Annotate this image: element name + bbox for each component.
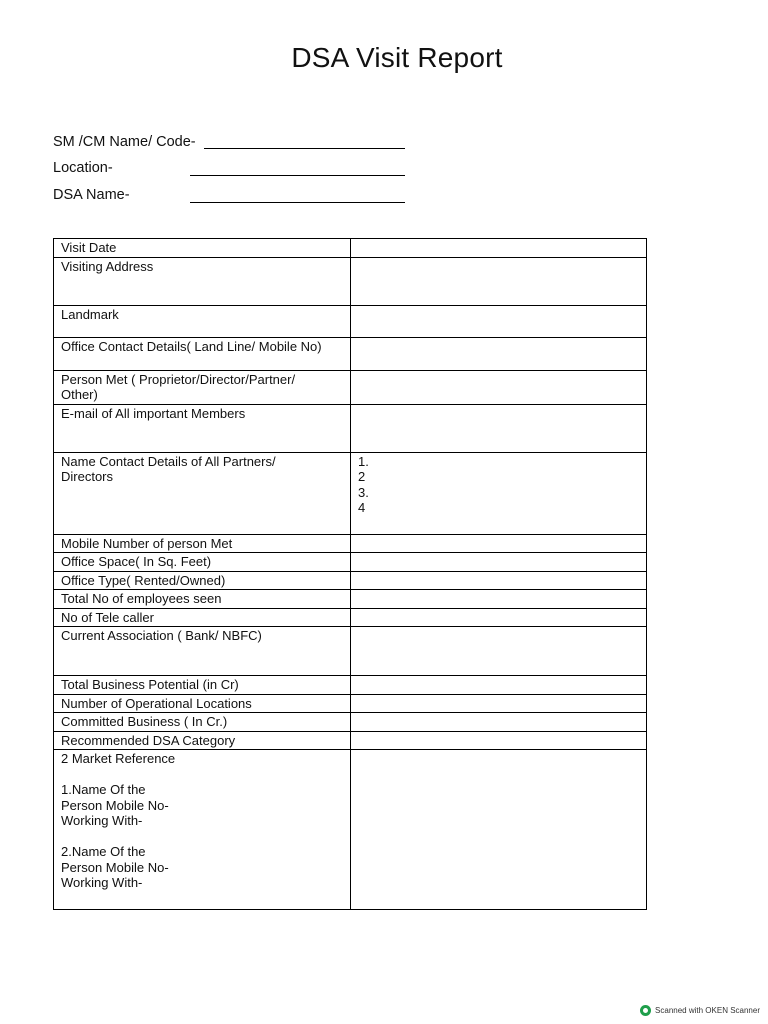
ref1-mobile: Person Mobile No- (61, 797, 169, 813)
dsa-category-label: Recommended DSA Category (54, 731, 351, 750)
table-row (54, 627, 647, 676)
total-employees-label: Total No of employees seen (54, 590, 351, 609)
dsa-name-label: DSA Name- (53, 187, 130, 203)
partners-value[interactable] (351, 452, 647, 534)
ref2-name: 2.Name Of the (61, 844, 146, 859)
location-label: Location- (53, 160, 113, 176)
scanner-logo-icon (640, 1005, 651, 1016)
tele-caller-label: No of Tele caller (54, 608, 351, 627)
table-row (54, 750, 647, 910)
landmark-value[interactable] (351, 305, 647, 337)
email-value[interactable] (351, 404, 647, 452)
scanner-watermark (640, 1005, 760, 1016)
location-input-line[interactable] (190, 175, 405, 176)
table-row (54, 257, 647, 305)
dsa-name-input-line[interactable] (190, 202, 405, 203)
table-row (54, 452, 647, 534)
operational-locations-value[interactable] (351, 694, 647, 713)
person-met-value[interactable] (351, 370, 647, 404)
partner-number-1: 1. (358, 453, 369, 469)
ref2-working: Working With- (61, 875, 143, 890)
office-space-label: Office Space( In Sq. Feet) (54, 553, 351, 572)
current-association-value[interactable] (351, 627, 647, 676)
market-reference-value[interactable] (351, 750, 647, 910)
current-association-label: Current Association ( Bank/ NBFC) (54, 627, 351, 676)
business-potential-value[interactable] (351, 676, 647, 695)
office-space-value[interactable] (351, 553, 647, 572)
partner-number-2: 2 (358, 469, 366, 484)
total-employees-value[interactable] (351, 590, 647, 609)
operational-locations-label: Number of Operational Locations (54, 694, 351, 713)
partners-line-2: Directors (61, 469, 114, 484)
ref1-working: Working With- (61, 813, 143, 828)
office-type-label: Office Type( Rented/Owned) (54, 571, 351, 590)
ref1-name: 1.Name Of the (61, 782, 146, 797)
committed-business-value[interactable] (351, 713, 647, 732)
person-met-label (54, 370, 351, 404)
table-row (54, 404, 647, 452)
visiting-address-value[interactable] (351, 257, 647, 305)
dsa-category-value[interactable] (351, 731, 647, 750)
business-potential-label: Total Business Potential (in Cr) (54, 676, 351, 695)
table-row (54, 239, 647, 258)
person-met-line-2: Other) (61, 387, 98, 402)
partner-number-4: 4 (358, 500, 366, 515)
landmark-label: Landmark (54, 305, 351, 337)
sm-cm-input-line[interactable] (204, 148, 405, 149)
table-row (54, 571, 647, 590)
visit-date-value[interactable] (351, 239, 647, 258)
partners-line-1: Name Contact Details of All Partners/ (61, 453, 276, 469)
office-contact-label: Office Contact Details( Land Line/ Mobile No) (54, 337, 351, 370)
market-reference-label (54, 750, 351, 910)
mobile-person-value[interactable] (351, 534, 647, 553)
committed-business-label: Committed Business ( In Cr.) (54, 713, 351, 732)
partners-label (54, 452, 351, 534)
table-row (54, 553, 647, 572)
table-row (54, 337, 647, 370)
market-reference-heading: 2 Market Reference (61, 751, 176, 766)
table-row (54, 305, 647, 337)
table-row (54, 731, 647, 750)
table-row (54, 694, 647, 713)
scanner-text: Scanned with OKEN Scanner (655, 1006, 760, 1015)
email-label: E-mail of All important Members (54, 404, 351, 452)
table-row (54, 370, 647, 404)
table-row (54, 713, 647, 732)
tele-caller-value[interactable] (351, 608, 647, 627)
ref2-mobile: Person Mobile No- (61, 859, 169, 875)
table-row (54, 590, 647, 609)
partner-number-3: 3. (358, 484, 369, 500)
visiting-address-label: Visiting Address (54, 257, 351, 305)
table-row (54, 676, 647, 695)
office-contact-value[interactable] (351, 337, 647, 370)
table-row (54, 608, 647, 627)
mobile-person-label: Mobile Number of person Met (54, 534, 351, 553)
person-met-line-1: Person Met ( Proprietor/Director/Partner/ (61, 371, 296, 387)
visit-report-table (53, 238, 647, 910)
office-type-value[interactable] (351, 571, 647, 590)
sm-cm-label: SM /CM Name/ Code- (53, 134, 196, 150)
visit-date-label: Visit Date (54, 239, 351, 258)
page-title: DSA Visit Report (291, 42, 503, 73)
table-row (54, 534, 647, 553)
